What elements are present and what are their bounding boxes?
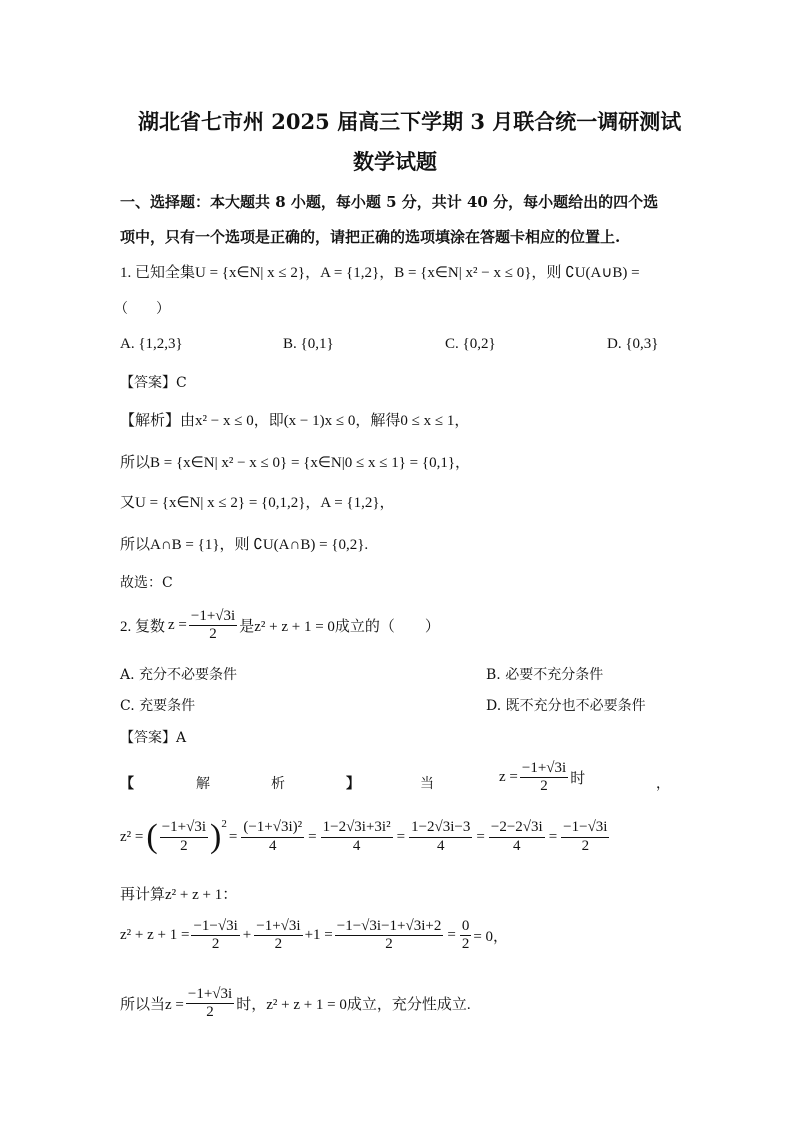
q2-expansion-paren-open: ( xyxy=(146,818,158,855)
q2-final-prefix: 所以当z = xyxy=(120,997,184,1014)
q1-analysis-2: 所以B = {x∈N| x² − x ≤ 0} = {x∈N|0 ≤ x ≤ 1} = {0,1}， xyxy=(120,455,471,471)
q2-analysis-bracket-close: 】 xyxy=(346,776,360,792)
q1-stem: 1. 已知全集U = {x∈N| x ≤ 2}，A = {1,2}，B = {x∈N| x² − x ≤ 0}，则 ∁U(A∪B) = xyxy=(120,265,640,281)
q2-sum-term-4 xyxy=(335,918,444,954)
q2-analysis-z-denominator: 2 xyxy=(540,778,548,795)
q2-expansion-frac-2-den: 4 xyxy=(268,837,277,854)
q2-final-fraction xyxy=(186,986,234,1022)
q2-sum-lhs: z² + z + 1 = xyxy=(120,927,190,944)
q2-sum-term-4-den: 2 xyxy=(385,936,393,953)
q2-expansion-frac-3-den: 4 xyxy=(352,837,361,854)
q2-expansion-frac-6-num: −1−√3i xyxy=(561,819,609,837)
q2-expansion-frac-4 xyxy=(409,819,472,855)
q2-expansion-frac-2-num: (−1+√3i)² xyxy=(241,819,304,837)
q2-answer: 【答案】A xyxy=(120,730,187,746)
q2-expansion-frac-1-num: −1+√3i xyxy=(160,819,208,837)
q2-expansion-frac-4-num: 1−2√3i−3 xyxy=(409,819,472,837)
q2-stem-prefix: 2. 复数 xyxy=(120,619,166,636)
q2-expansion-frac-1-den: 2 xyxy=(180,837,188,854)
q1-conclusion: 故选：C xyxy=(120,575,173,591)
q2-analysis-char-1: 解 xyxy=(196,776,210,792)
q2-expansion-frac-5-num: −2−2√3i xyxy=(489,819,545,837)
q1-analysis-4: 所以A∩B = {1}，则 ∁U(A∩B) = {0,2}. xyxy=(120,537,369,553)
q2-sum-term-1 xyxy=(191,918,239,954)
q2-sum-term-5-den: 2 xyxy=(461,936,470,953)
q2-sum-term-5-num: 0 xyxy=(460,918,472,936)
q2-sum-term-2-num: −1+√3i xyxy=(254,918,302,936)
q2-expansion-eq-4: = xyxy=(476,828,485,845)
q2-sum-term-1-den: 2 xyxy=(211,936,220,953)
q2-analysis-bracket-open: 【 xyxy=(120,776,134,792)
q1-answer: 【答案】C xyxy=(120,375,187,391)
q2-stem xyxy=(120,608,440,644)
q2-expansion xyxy=(120,818,611,856)
q2-sum-term-3: +1 = xyxy=(304,927,333,944)
q2-expansion-frac-3 xyxy=(321,819,393,855)
q2-sum-tail: = 0， xyxy=(473,929,509,946)
document-title: 湖北省七市州 2025 届高三下学期 3 月联合统一调研测试 xyxy=(138,109,682,134)
q2-expansion-eq-2: = xyxy=(308,828,317,845)
q1-option-d: D. {0,3} xyxy=(607,336,659,352)
q2-expansion-frac-5 xyxy=(489,819,545,855)
q2-stem-suffix: 是z² + z + 1 = 0成立的（ ） xyxy=(239,619,440,636)
q2-z-numerator: −1+√3i xyxy=(189,608,237,626)
q2-z-fraction xyxy=(189,608,237,644)
q2-option-a: A. 充分不必要条件 xyxy=(120,667,238,683)
q2-expansion-frac-2 xyxy=(241,819,304,855)
q2-sum-plus: + xyxy=(242,927,252,944)
q2-sum-term-1-num: −1−√3i xyxy=(191,918,239,936)
q2-analysis-z-tail: 时 xyxy=(570,771,586,788)
section-instructions-line1: 一、选择题：本大题共 8 小题，每小题 5 分，共计 40 分，每小题给出的四个选 xyxy=(120,193,659,211)
q2-final-denominator: 2 xyxy=(206,1004,214,1021)
q1-paren: （ ） xyxy=(114,301,170,317)
q2-option-d: D. 既不充分也不必要条件 xyxy=(486,698,646,714)
q2-expansion-frac-5-den: 4 xyxy=(513,837,521,854)
q2-option-c: C. 充要条件 xyxy=(120,698,196,714)
q2-sum-term-4-num: −1−√3i−1+√3i+2 xyxy=(335,918,444,936)
q1-analysis-3: 又U = {x∈N| x ≤ 2} = {0,1,2}，A = {1,2}， xyxy=(120,495,395,511)
q2-expansion-eq-5: = xyxy=(548,828,558,845)
q2-expansion-lhs: z² = xyxy=(120,828,144,845)
q2-sum-term-5 xyxy=(460,918,472,954)
q2-expansion-eq-3: = xyxy=(396,828,406,845)
q2-expansion-square: 2 xyxy=(221,818,227,830)
q2-expansion-frac-1 xyxy=(160,819,208,855)
q1-analysis-1: 【解析】由x² − x ≤ 0，即(x − 1)x ≤ 0，解得0 ≤ x ≤ 1， xyxy=(120,413,470,429)
q2-final-suffix: 时，z² + z + 1 = 0成立，充分性成立. xyxy=(236,997,471,1014)
q2-option-b: B. 必要不充分条件 xyxy=(486,667,604,683)
q2-analysis-z-numerator: −1+√3i xyxy=(520,760,568,778)
q2-final-numerator: −1+√3i xyxy=(186,986,234,1004)
q2-analysis-char-2: 析 xyxy=(271,776,285,792)
q1-option-a: A. {1,2,3} xyxy=(120,336,183,352)
q2-expansion-frac-6-den: 2 xyxy=(581,837,590,854)
q2-analysis-z-lhs: z = xyxy=(499,769,518,786)
q2-analysis-comma: ， xyxy=(656,776,670,792)
q2-final xyxy=(120,986,471,1022)
q1-option-b: B. {0,1} xyxy=(283,336,334,352)
q2-expansion-frac-6 xyxy=(561,819,609,855)
q2-expansion-frac-3-num: 1−2√3i+3i² xyxy=(321,819,393,837)
q2-sum-eq: = xyxy=(447,927,456,944)
q2-analysis-z-fraction xyxy=(520,760,568,796)
q2-sum xyxy=(120,918,508,954)
q2-sum-term-2-den: 2 xyxy=(274,936,283,953)
q2-sum-term-2 xyxy=(254,918,302,954)
q2-analysis-when: 当 xyxy=(420,776,434,792)
q2-z-lhs: z = xyxy=(168,617,187,634)
q2-recompute: 再计算z² + z + 1： xyxy=(120,887,238,903)
section-instructions-line2: 项中，只有一个选项是正确的，请把正确的选项填涂在答题卡相应的位置上. xyxy=(120,228,621,246)
q2-expansion-paren-close: ) xyxy=(210,818,222,855)
document-subtitle: 数学试题 xyxy=(353,149,437,174)
q2-analysis-z xyxy=(499,760,585,796)
q1-option-c: C. {0,2} xyxy=(445,336,496,352)
q2-expansion-eq-1: = xyxy=(228,828,238,845)
q2-expansion-frac-4-den: 4 xyxy=(436,837,445,854)
q2-z-denominator: 2 xyxy=(209,626,217,643)
